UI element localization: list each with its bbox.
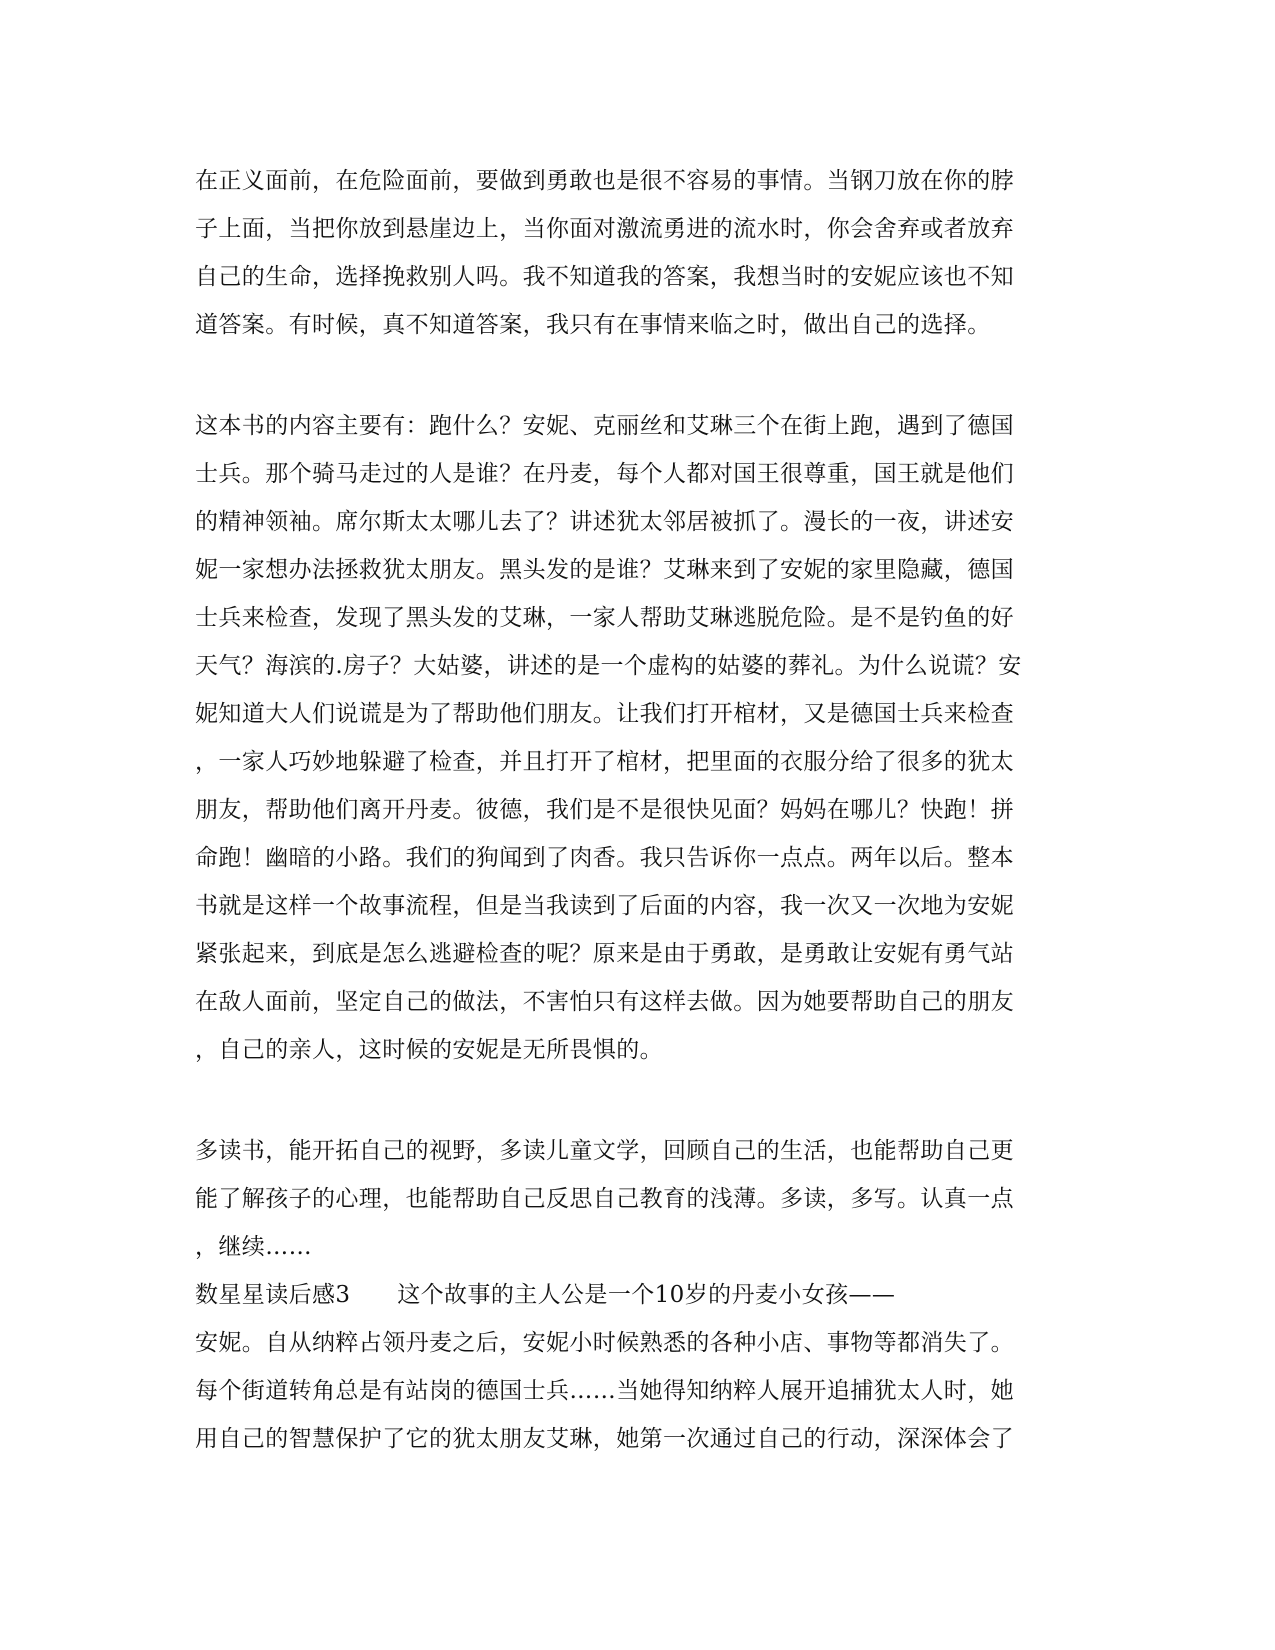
text-line: 的精神领袖。席尔斯太太哪儿去了？讲述犹太邻居被抓了。漫长的一夜，讲述安: [195, 509, 1014, 535]
text-line: 士兵来检查，发现了黑头发的艾琳，一家人帮助艾琳逃脱危险。是不是钓鱼的好: [195, 605, 1014, 631]
text-line: 朋友，帮助他们离开丹麦。彼德，我们是不是很快见面？妈妈在哪儿？快跑！拼: [195, 797, 1014, 823]
text-line: 在正义面前，在危险面前，要做到勇敢也是很不容易的事情。当钢刀放在你的脖: [195, 168, 1014, 194]
text-line: ，一家人巧妙地躲避了检查，并且打开了棺材，把里面的衣服分给了很多的犹太: [195, 749, 1014, 775]
text-line: 能了解孩子的心理，也能帮助自己反思自己教育的浅薄。多读，多写。认真一点: [195, 1186, 1014, 1212]
text-line: 自己的生命，选择挽救别人吗。我不知道我的答案，我想当时的安妮应该也不知: [195, 264, 1014, 290]
text-line: 每个街道转角总是有站岗的德国士兵……当她得知纳粹人展开追捕犹太人时，她: [195, 1378, 1014, 1404]
text-line: 天气？海滨的.房子？大姑婆，讲述的是一个虚构的姑婆的葬礼。为什么说谎？安: [195, 653, 1022, 679]
section-heading-line: 数星星读后感3 这个故事的主人公是一个10岁的丹麦小女孩——: [195, 1282, 896, 1308]
text-line: 这本书的内容主要有：跑什么？安妮、克丽丝和艾琳三个在街上跑，遇到了德国: [195, 413, 1014, 439]
text-line: ，继续……: [195, 1234, 312, 1260]
text-line: 安妮。自从纳粹占领丹麦之后，安妮小时候熟悉的各种小店、事物等都消失了。: [195, 1330, 1014, 1356]
text-line: 在敌人面前，坚定自己的做法，不害怕只有这样去做。因为她要帮助自己的朋友: [195, 989, 1014, 1015]
text-line: 士兵。那个骑马走过的人是谁？在丹麦，每个人都对国王很尊重，国王就是他们: [195, 461, 1014, 487]
text-line: 多读书，能开拓自己的视野，多读儿童文学，回顾自己的生活，也能帮助自己更: [195, 1138, 1014, 1164]
text-line: 书就是这样一个故事流程，但是当我读到了后面的内容，我一次又一次地为安妮: [195, 893, 1014, 919]
text-line: 道答案。有时候，真不知道答案，我只有在事情来临之时，做出自己的选择。: [195, 312, 991, 338]
text-line: ，自己的亲人，这时候的安妮是无所畏惧的。: [195, 1037, 663, 1063]
text-line: 命跑！幽暗的小路。我们的狗闻到了肉香。我只告诉你一点点。两年以后。整本: [195, 845, 1014, 871]
text-line: 子上面，当把你放到悬崖边上，当你面对激流勇进的流水时，你会舍弃或者放弃: [195, 216, 1014, 242]
text-line: 紧张起来，到底是怎么逃避检查的呢？原来是由于勇敢，是勇敢让安妮有勇气站: [195, 941, 1014, 967]
text-line: 妮一家想办法拯救犹太朋友。黑头发的是谁？艾琳来到了安妮的家里隐藏，德国: [195, 557, 1014, 583]
text-line: 用自己的智慧保护了它的犹太朋友艾琳，她第一次通过自己的行动，深深体会了: [195, 1426, 1014, 1452]
text-line: 妮知道大人们说谎是为了帮助他们朋友。让我们打开棺材，又是德国士兵来检查: [195, 701, 1014, 727]
